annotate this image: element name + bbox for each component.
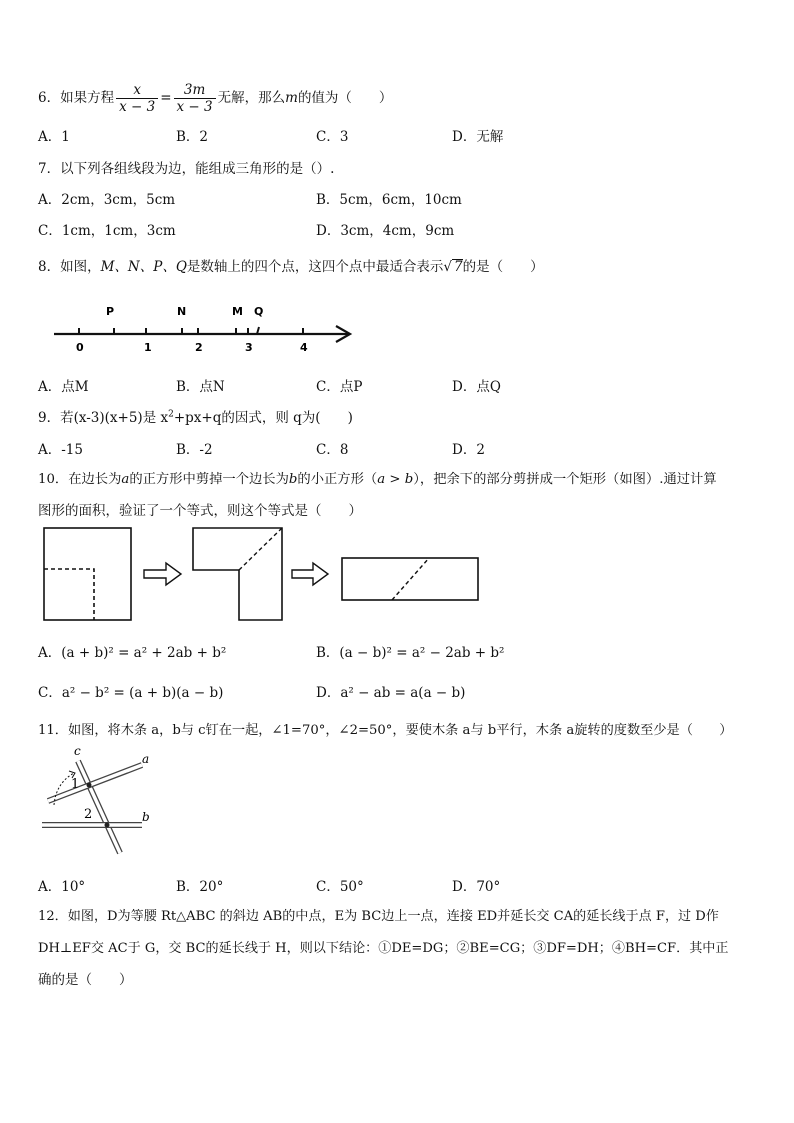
label-1: 1: [71, 777, 80, 792]
point-label-n: N: [177, 305, 187, 318]
question-7-stem: 7．以下列各组线段为边，能组成三角形的是（）.: [38, 161, 335, 177]
q10-option-b: B．(a − b)² = a² − 2ab + b²: [316, 645, 505, 661]
q7-option-a: A．2cm，3cm，5cm: [38, 192, 176, 208]
q9-option-b: B．-2: [176, 442, 213, 458]
point-label-m: M: [232, 305, 243, 318]
wooden-sticks-figure: [38, 745, 168, 857]
q10-option-d: D．a² − ab = a(a − b): [316, 685, 466, 701]
question-6-stem: 6．如果方程 $\frac{x}{x - 3}$ = $\frac{3m}{x - 3}$ 无解，那么m的值为（ ）: [38, 82, 393, 115]
square-cut-figure: [40, 525, 480, 625]
q11-option-a: A．10°: [38, 879, 86, 895]
label-a: a: [142, 752, 150, 766]
question-12-line-3: 确的是（ ）: [38, 972, 133, 988]
q9-option-d: D．2: [452, 442, 485, 458]
q6-option-b: B．2: [176, 129, 209, 145]
point-label-q: Q: [254, 305, 264, 318]
question-8-stem: 8．如图，M、N、P、Q是数轴上的四个点，这四个点中最适合表示√ 7的是（ ）: [38, 259, 544, 275]
question-12-line-1: 12．如图，D为等腰 Rt△ABC 的斜边 AB的中点，E为 BC边上一点，连接 ED并延长交 CA的延长线于点 F，过 D作: [38, 909, 719, 924]
l-shape: [193, 528, 282, 620]
q10-option-c: C．a² − b² = (a + b)(a − b): [38, 685, 224, 701]
question-11-stem: 11．如图，将木条 a，b与 c钉在一起，∠1=70°，∠2=50°，要使木条 a与 b平行，木条 a旋转的度数至少是（ ）: [38, 723, 733, 738]
q7-option-c: C．1cm，1cm，3cm: [38, 223, 176, 239]
tick-label-3: 3: [245, 341, 253, 354]
q11-option-b: B．20°: [176, 879, 224, 895]
dashed-cut-line: [44, 569, 94, 620]
hollow-arrow-2: [292, 563, 328, 585]
tick-label-1: 1: [144, 341, 152, 354]
q10-option-a: A．(a + b)² = a² + 2ab + b²: [38, 645, 227, 661]
q7-option-b: B．5cm，6cm，10cm: [316, 192, 462, 208]
question-10-line-1: 10．在边长为a的正方形中剪掉一个边长为b的小正方形（a > b），把余下的部分剪拼成一个矩形（如图）.通过计算: [38, 472, 717, 487]
label-2: 2: [84, 807, 93, 822]
q8-option-c: C．点P: [316, 379, 363, 395]
label-c: c: [74, 744, 81, 758]
q6-option-d: D．无解: [452, 129, 504, 145]
q8-option-a: A．点M: [38, 379, 89, 395]
fraction-3m-over-x-minus-3: $\frac{3m}{x - 3}$: [174, 82, 216, 115]
q6-option-c: C．3: [316, 129, 349, 145]
hollow-arrow-1: [144, 563, 181, 585]
tick-label-4: 4: [300, 341, 308, 354]
q9-option-c: C．8: [316, 442, 349, 458]
label-b: b: [142, 810, 150, 824]
q7-option-d: D．3cm，4cm，9cm: [316, 223, 455, 239]
q8-option-d: D．点Q: [452, 379, 501, 395]
radical-sign: √: [443, 259, 452, 275]
fraction-x-over-x-minus-3: $\frac{x}{x - 3}$: [116, 82, 158, 115]
q9-option-a: A．-15: [38, 442, 83, 458]
q8-option-b: B．点N: [176, 379, 225, 395]
q11-option-c: C．50°: [316, 879, 364, 895]
full-square: [44, 528, 131, 620]
q11-option-d: D．70°: [452, 879, 501, 895]
q6-option-a: A．1: [38, 129, 70, 145]
result-rectangle: [342, 558, 478, 600]
tick-label-2: 2: [195, 341, 203, 354]
question-9-stem: 9．若(x-3)(x+5)是 $x^2+px+q$的因式，则 q为( ): [38, 409, 353, 426]
point-label-p: P: [106, 305, 115, 318]
number-line-figure: [50, 298, 360, 358]
l-shape-diagonal-dashed: [239, 528, 282, 570]
question-12-line-2: DH⊥EF交 AC于 G，交 BC的延长线于 H，则以下结论：①DE=DG；②BE=CG；③DF=DH；④BH=CF．其中正: [38, 941, 729, 956]
tick-label-0: 0: [76, 341, 84, 354]
nail-1: [87, 783, 92, 788]
rectangle-diagonal-dashed: [392, 558, 429, 600]
question-10-line-2: 图形的面积，验证了一个等式，则这个等式是（ ）: [38, 503, 362, 519]
nail-2: [105, 823, 110, 828]
